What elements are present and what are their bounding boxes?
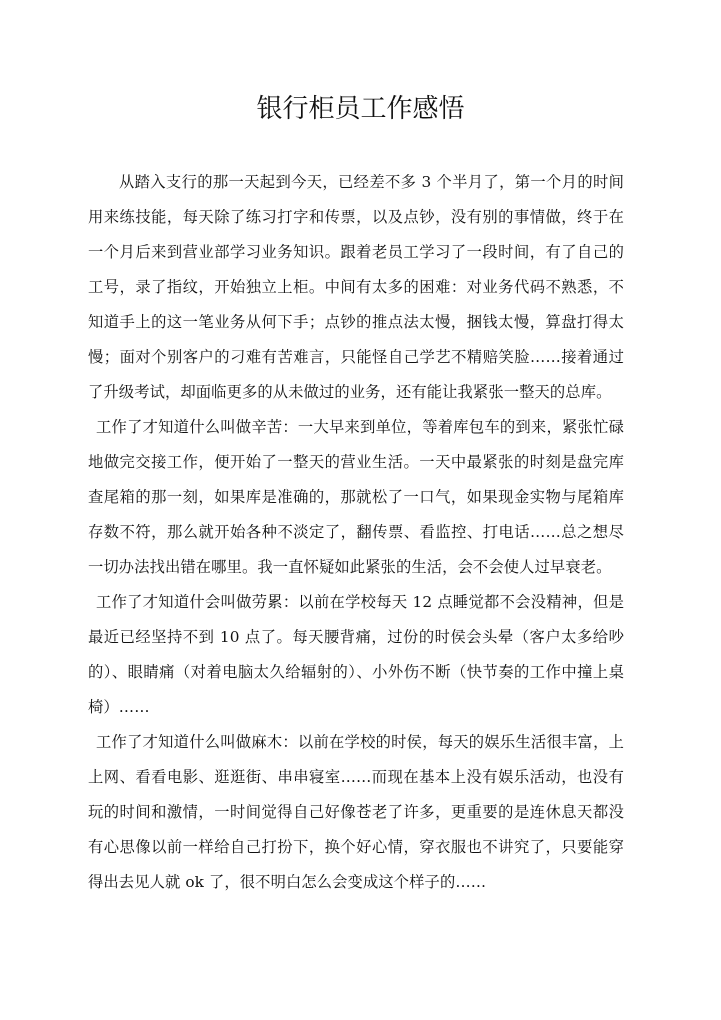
paragraph-2: 工作了才知道什么叫做辛苦：一大早来到单位，等着库包车的到来，紧张忙碌地做完交接工作，便开始了一整天的营业生活。一天中最紧张的时刻是盘完库查尾箱的那一刻，如果库是准确的，那就松了一口气，如果现金实物与尾箱库存数不符，那么就开始各种不淡定了，翻传票、看监控、打电话……总之想尽一切办法找出错在哪里。我一直怀疑如此紧张的生活，会不会使人过早衰老。 (88, 418, 624, 576)
document-title: 银行柜员工作感悟 (256, 94, 465, 124)
paragraph-1: 从踏入支行的那一天起到今天，已经差不多 3 个半月了，第一个月的时间用来练技能，每天除了练习打字和传票，以及点钞，没有别的事情做，终于在一个月后来到营业部学习业务知识。跟着老员工学习了一段时间，有了自己的工号，录了指纹，开始独立上柜。中间有太多的困难：对业务代码不熟悉，不知道手上的这一笔业务从何下手；点钞的推点法太慢，捆钱太慢，算盘打得太慢；面对个别客户的刁难有苦难言，只能怪自己学艺不精赔笑脸……接着通过了升级考试，却面临更多的从未做过的业务，还有能让我紧张一整天的总库。 (88, 173, 624, 401)
document-body (88, 165, 624, 900)
paragraph-3: 工作了才知道什会叫做劳累：以前在学校每天 12 点睡觉都不会没精神，但是最近已经坚持不到 10 点了。每天腰背痛，过份的时侯会头晕（客户太多给吵的）、眼睛痛（对着电脑太久给辐射的）、小外伤不断（快节奏的工作中撞上桌椅）…… (88, 593, 624, 716)
paragraph-4: 工作了才知道什么叫做麻木：以前在学校的时侯，每天的娱乐生活很丰富，上上网、看看电影、逛逛街、串串寝室……而现在基本上没有娱乐活动，也没有玩的时间和激情，一时间觉得自己好像苍老了许多，更重要的是连休息天都没有心思像以前一样给自己打扮下，换个好心情，穿衣服也不讲究了，只要能穿得出去见人就 ok 了，很不明白怎么会变成这个样子的…… (88, 733, 624, 891)
